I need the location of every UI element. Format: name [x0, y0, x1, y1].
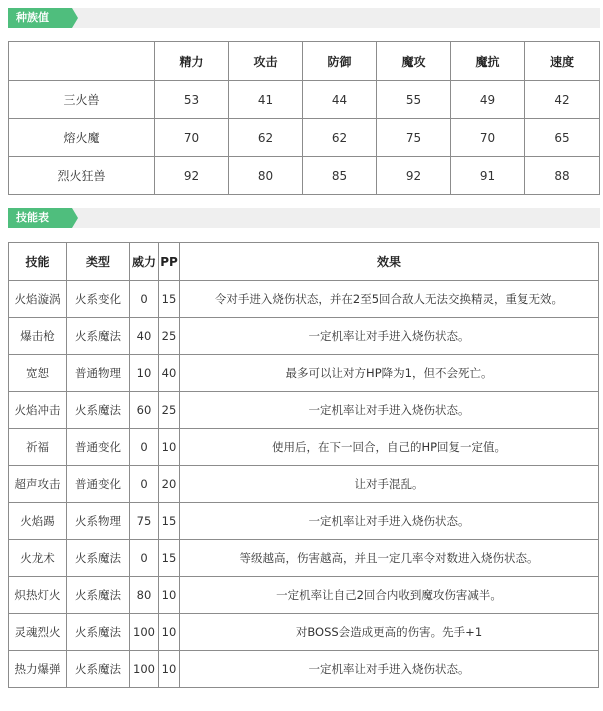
skills-row [9, 281, 599, 318]
stats-cell: 55 [377, 81, 451, 119]
skills-cell: 普通变化 [67, 466, 130, 503]
skills-row [9, 540, 599, 577]
skills-cell: 最多可以让对方HP降为1，但不会死亡。 [180, 355, 599, 392]
skills-cell: 火系魔法 [67, 318, 130, 355]
skills-cell: 火系魔法 [67, 651, 130, 688]
skills-header-cell: 威力 [130, 243, 159, 281]
stats-cell: 91 [451, 157, 525, 195]
skills-cell: 火焰踢 [9, 503, 67, 540]
stats-cell: 70 [155, 119, 229, 157]
skills-cell: 超声攻击 [9, 466, 67, 503]
skills-cell: 宽恕 [9, 355, 67, 392]
skills-cell: 一定机率让对手进入烧伤状态。 [180, 392, 599, 429]
skills-header-row [9, 243, 599, 281]
skills-cell: 爆击枪 [9, 318, 67, 355]
skills-cell: 80 [130, 577, 159, 614]
skills-cell: 灵魂烈火 [9, 614, 67, 651]
stats-cell: 88 [525, 157, 600, 195]
stats-cell: 65 [525, 119, 600, 157]
stats-cell: 41 [229, 81, 303, 119]
skills-cell: 祈福 [9, 429, 67, 466]
skills-section-bar [8, 208, 600, 228]
stats-header-cell: 防御 [303, 42, 377, 81]
skills-cell: 火焰漩涡 [9, 281, 67, 318]
stats-cell: 62 [303, 119, 377, 157]
skills-row [9, 429, 599, 466]
stats-header-cell: 攻击 [229, 42, 303, 81]
stats-header-cell: 精力 [155, 42, 229, 81]
stats-cell: 烈火狂兽 [9, 157, 155, 195]
skills-cell: 10 [159, 614, 180, 651]
skills-cell: 75 [130, 503, 159, 540]
stats-cell: 熔火魔 [9, 119, 155, 157]
skills-row [9, 466, 599, 503]
skills-cell: 火系物理 [67, 503, 130, 540]
skills-header-cell: 技能 [9, 243, 67, 281]
skills-cell: 40 [159, 355, 180, 392]
skills-cell: 令对手进入烧伤状态，并在2至5回合敌人无法交换精灵，重复无效。 [180, 281, 599, 318]
skills-cell: 火系变化 [67, 281, 130, 318]
stats-cell: 44 [303, 81, 377, 119]
skills-row [9, 318, 599, 355]
skills-section-title: 技能表 [8, 208, 72, 228]
skills-cell: 0 [130, 429, 159, 466]
skills-cell: 热力爆弹 [9, 651, 67, 688]
skills-cell: 使用后，在下一回合，自己的HP回复一定值。 [180, 429, 599, 466]
skills-row [9, 503, 599, 540]
skills-row [9, 577, 599, 614]
skills-cell: 一定机率让对手进入烧伤状态。 [180, 503, 599, 540]
skills-row [9, 392, 599, 429]
skills-cell: 一定机率让对手进入烧伤状态。 [180, 318, 599, 355]
stats-cell: 62 [229, 119, 303, 157]
stats-header-row [9, 42, 600, 81]
stats-header-cell: 魔攻 [377, 42, 451, 81]
skills-cell: 40 [130, 318, 159, 355]
stats-header-cell: 魔抗 [451, 42, 525, 81]
stats-section-title: 种族值 [8, 8, 72, 28]
stats-cell: 三火兽 [9, 81, 155, 119]
skills-cell: 25 [159, 392, 180, 429]
skills-cell: 火系魔法 [67, 577, 130, 614]
skills-cell: 0 [130, 281, 159, 318]
stats-cell: 85 [303, 157, 377, 195]
stats-cell: 92 [377, 157, 451, 195]
skills-cell: 火系魔法 [67, 392, 130, 429]
stats-cell: 49 [451, 81, 525, 119]
skills-cell: 火龙术 [9, 540, 67, 577]
skills-cell: 100 [130, 651, 159, 688]
skills-row [9, 614, 599, 651]
skills-header-cell: PP [159, 243, 180, 281]
stats-cell: 70 [451, 119, 525, 157]
stats-cell: 80 [229, 157, 303, 195]
stats-cell: 92 [155, 157, 229, 195]
skills-cell: 10 [159, 651, 180, 688]
skills-cell: 对BOSS会造成更高的伤害。先手+1 [180, 614, 599, 651]
skills-cell: 60 [130, 392, 159, 429]
skills-cell: 火焰冲击 [9, 392, 67, 429]
skills-cell: 25 [159, 318, 180, 355]
skills-cell: 普通变化 [67, 429, 130, 466]
skills-cell: 等级越高，伤害越高，并且一定几率令对数进入烧伤状态。 [180, 540, 599, 577]
skills-cell: 10 [159, 577, 180, 614]
skills-cell: 火系魔法 [67, 614, 130, 651]
stats-cell: 75 [377, 119, 451, 157]
skills-row [9, 651, 599, 688]
skills-cell: 普通物理 [67, 355, 130, 392]
stats-row [9, 119, 600, 157]
stats-header-cell: 速度 [525, 42, 600, 81]
skills-header-cell: 类型 [67, 243, 130, 281]
skills-cell: 火系魔法 [67, 540, 130, 577]
stats-row [9, 157, 600, 195]
skills-cell: 让对手混乱。 [180, 466, 599, 503]
skills-header-cell: 效果 [180, 243, 599, 281]
skills-cell: 15 [159, 503, 180, 540]
stats-row [9, 81, 600, 119]
skills-cell: 一定机率让自己2回合内收到魔攻伤害减半。 [180, 577, 599, 614]
skills-cell: 15 [159, 281, 180, 318]
skills-cell: 20 [159, 466, 180, 503]
skills-table [8, 242, 599, 688]
skills-cell: 0 [130, 466, 159, 503]
stats-section-bar [8, 8, 600, 28]
skills-cell: 10 [130, 355, 159, 392]
skills-row [9, 355, 599, 392]
skills-cell: 炽热灯火 [9, 577, 67, 614]
stats-cell: 53 [155, 81, 229, 119]
skills-cell: 100 [130, 614, 159, 651]
skills-cell: 10 [159, 429, 180, 466]
skills-cell: 15 [159, 540, 180, 577]
skills-cell: 一定机率让对手进入烧伤状态。 [180, 651, 599, 688]
stats-table [8, 41, 600, 195]
skills-cell: 0 [130, 540, 159, 577]
stats-cell: 42 [525, 81, 600, 119]
stats-header-cell [9, 42, 155, 81]
